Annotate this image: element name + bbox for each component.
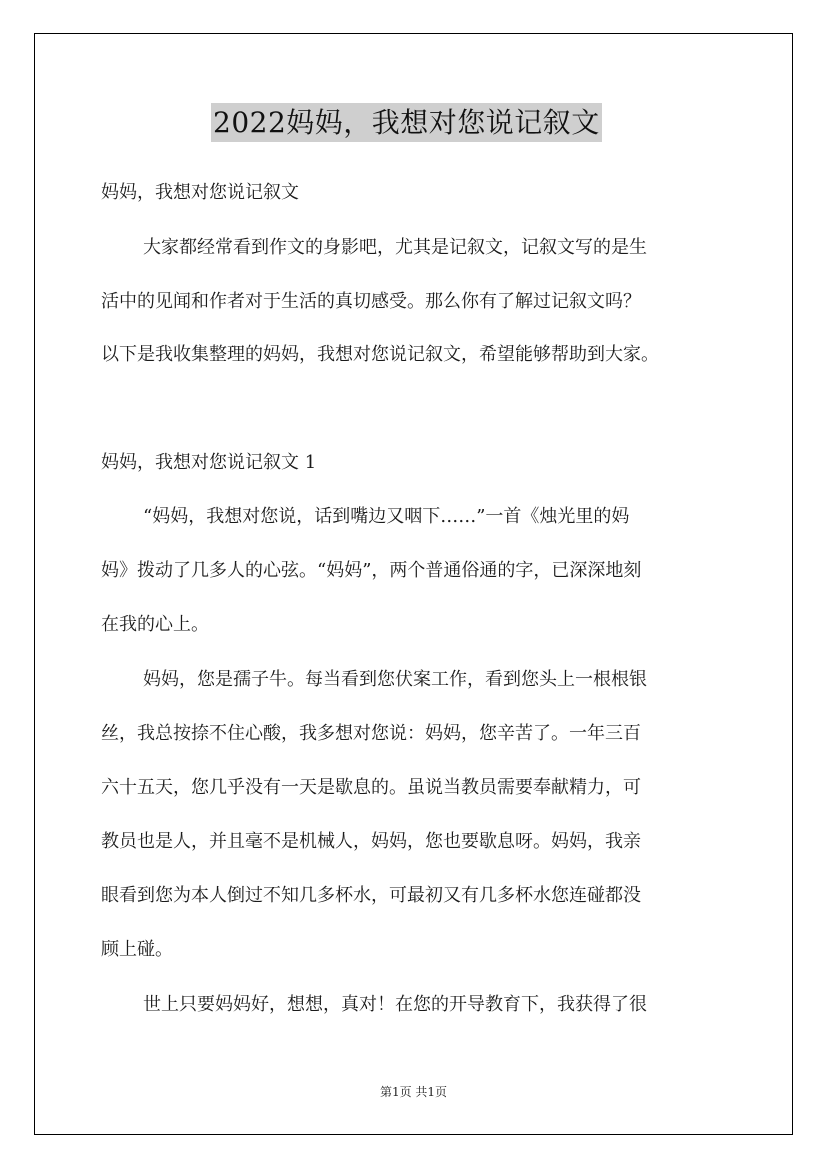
paragraph-line: 大家都经常看到作文的身影吧，尤其是记叙文，记叙文写的是生 — [143, 237, 647, 258]
paragraph-line: 顾上碰。 — [101, 939, 173, 960]
paragraph-line: 教员也是人，并且毫不是机械人，妈妈，您也要歇息呀。妈妈，我亲 — [101, 831, 641, 852]
paragraph-line: 六十五天，您几乎没有一天是歇息的。虽说当教员需要奉献精力，可 — [101, 777, 641, 798]
page-footer: 第1页 共1页 — [379, 1085, 448, 1099]
subtitle-line: 妈妈，我想对您说记叙文 — [101, 182, 299, 203]
paragraph-line: 活中的见闻和作者对于生活的真切感受。那么你有了解过记叙文吗？ — [101, 291, 641, 312]
document-title: 2022妈妈，我想对您说记叙文 — [211, 103, 602, 142]
paragraph-line: 眼看到您为本人倒过不知几多杯水，可最初又有几多杯水您连碰都没 — [101, 885, 641, 906]
paragraph-line: “妈妈，我想对您说，话到嘴边又咽下……”一首《烛光里的妈 — [143, 506, 630, 527]
section-heading: 妈妈，我想对您说记叙文 1 — [101, 452, 317, 473]
paragraph-line: 世上只要妈妈好，想想，真对！在您的开导教育下，我获得了很 — [143, 994, 647, 1015]
paragraph-line: 妈》拨动了几多人的心弦。“妈妈”，两个普通俗通的字，已深深地刻 — [101, 560, 642, 581]
paragraph-line: 以下是我收集整理的妈妈，我想对您说记叙文，希望能够帮助到大家。 — [101, 344, 659, 365]
paragraph-line: 妈妈，您是孺子牛。每当看到您伏案工作，看到您头上一根根银 — [143, 669, 647, 690]
paragraph-line: 丝，我总按捺不住心酸，我多想对您说：妈妈，您辛苦了。一年三百 — [101, 723, 641, 744]
paragraph-line: 在我的心上。 — [101, 614, 209, 635]
